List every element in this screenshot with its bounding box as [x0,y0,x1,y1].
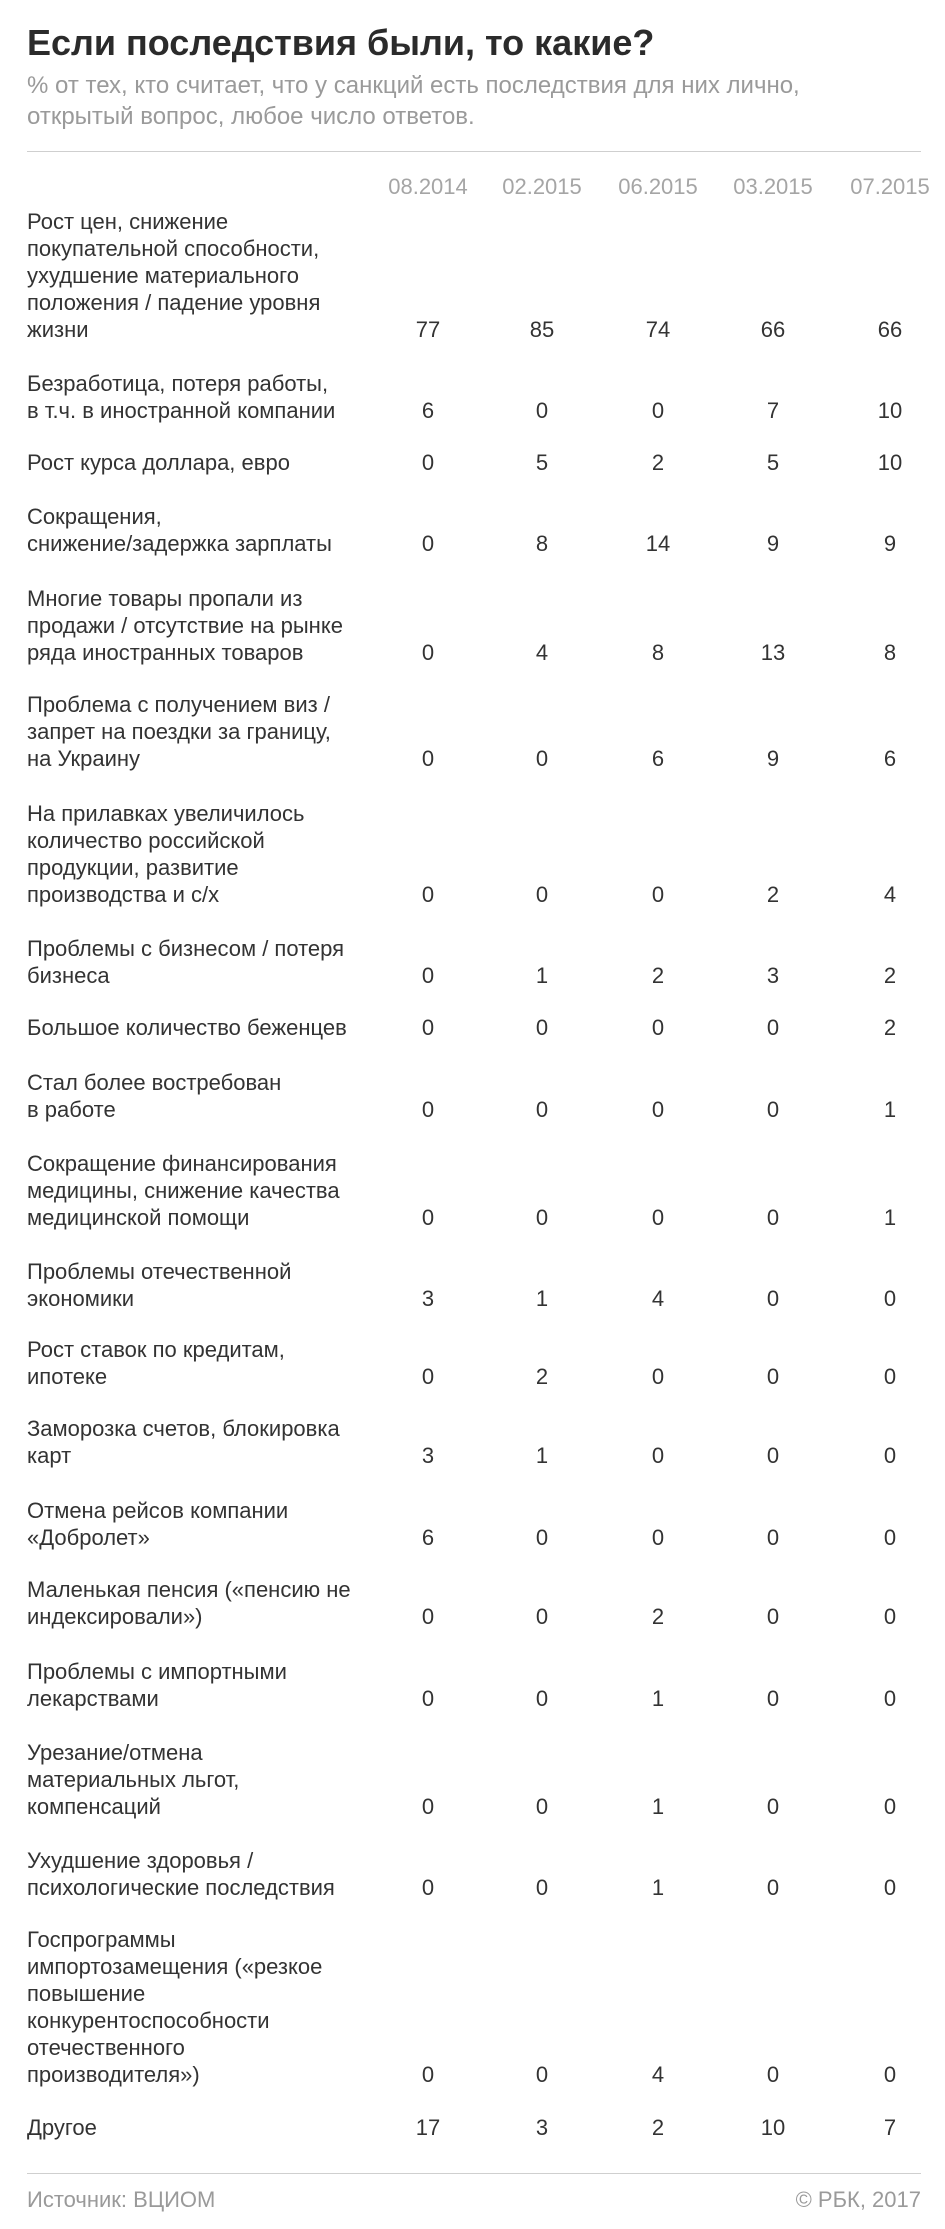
value-cell: 66 [877,317,903,342]
table-row [0,2114,945,2141]
value-cell: 0 [883,1364,897,1389]
table-row [0,503,945,557]
column-header: 03.2015 [733,174,813,199]
footer-divider [27,2173,921,2174]
value-cell: 0 [651,1015,665,1040]
value-cell: 2 [535,1364,549,1389]
row-label: Госпрограммы импортозамещения («резкое повышение конкурентоспособности отечественного производителя») [27,1927,323,2087]
value-cell: 0 [421,1686,435,1711]
row-label: Проблема с получением виз / запрет на поездки за границу, на Украину [27,692,331,771]
value-cell: 3 [421,1443,435,1468]
value-cell: 7 [883,2115,897,2140]
row-label: Заморозка счетов, блокировка карт [27,1416,340,1468]
value-cell: 1 [651,1686,665,1711]
value-cell: 2 [651,1604,665,1629]
value-cell: 0 [651,1364,665,1389]
value-cell: 0 [766,1794,780,1819]
value-cell: 6 [421,398,435,423]
value-cell: 1 [883,1097,897,1122]
value-cell: 0 [883,2062,897,2087]
value-cell: 0 [421,1364,435,1389]
value-cell: 2 [651,963,665,988]
value-cell: 0 [766,1875,780,1900]
value-cell: 0 [421,882,435,907]
value-cell: 0 [421,1794,435,1819]
value-cell: 3 [421,1286,435,1311]
value-cell: 6 [883,746,897,771]
value-cell: 0 [535,1525,549,1550]
value-cell: 0 [421,746,435,771]
column-header: 08.2014 [388,174,468,199]
value-cell: 0 [535,746,549,771]
value-cell: 2 [883,1015,897,1040]
value-cell: 0 [766,2062,780,2087]
value-cell: 0 [651,1525,665,1550]
row-label: Проблемы отечественной экономики [27,1259,292,1311]
value-cell: 0 [883,1443,897,1468]
row-label: Маленькая пенсия («пенсию не индексировали») [27,1577,351,1629]
table-row [0,1576,945,1630]
data-table [0,208,945,2141]
table-row [0,935,945,989]
value-cell: 0 [421,1015,435,1040]
table-row [0,1847,945,1901]
row-label: Рост цен, снижение покупательной способности, ухудшение материального положения / падение уровня жизни [27,209,321,342]
table-row [0,1258,945,1312]
table-row [0,1336,945,1390]
row-label: Урезание/отмена материальных льгот, компенсаций [27,1740,240,1819]
value-cell: 0 [421,1097,435,1122]
header-divider [27,151,921,152]
value-cell: 1 [535,1443,549,1468]
table-row [0,449,945,476]
value-cell: 0 [421,963,435,988]
value-cell: 1 [535,1286,549,1311]
value-cell: 8 [535,531,549,556]
row-label: Другое [27,2115,97,2140]
table-row [0,370,945,424]
table-row [0,1069,945,1123]
value-cell: 1 [651,1794,665,1819]
value-cell: 2 [651,2115,665,2140]
value-cell: 1 [651,1875,665,1900]
row-label: Безработица, потеря работы, в т.ч. в иностранной компании [27,371,336,423]
row-label: Ухудшение здоровья / психологические последствия [27,1848,335,1900]
value-cell: 74 [645,317,671,342]
row-label: Проблемы с импортными лекарствами [27,1659,287,1711]
value-cell: 85 [529,317,555,342]
value-cell: 14 [645,531,671,556]
table-row [0,1658,945,1712]
column-header: 07.2015 [850,174,930,199]
row-label: Большое количество беженцев [27,1015,347,1040]
value-cell: 3 [535,2115,549,2140]
value-cell: 0 [421,640,435,665]
value-cell: 0 [766,1686,780,1711]
value-cell: 4 [651,1286,665,1311]
value-cell: 4 [883,882,897,907]
row-label: Сокращения, снижение/задержка зарплаты [27,504,332,556]
value-cell: 0 [766,1205,780,1230]
value-cell: 1 [883,1205,897,1230]
column-header: 06.2015 [618,174,698,199]
table-row [0,1150,945,1231]
table-row [0,1926,945,2088]
chart-subtitle: % от тех, кто считает, что у санкций есть последствия для них лично, открытый вопрос, любое число ответов. [27,72,800,130]
value-cell: 0 [651,1205,665,1230]
value-cell: 0 [651,1443,665,1468]
table-row [0,208,945,343]
column-header: 02.2015 [502,174,582,199]
value-cell: 0 [766,1015,780,1040]
value-cell: 66 [760,317,786,342]
value-cell: 9 [883,531,897,556]
value-cell: 2 [651,450,665,475]
table-row [0,1739,945,1820]
value-cell: 6 [651,746,665,771]
value-cell: 6 [421,1525,435,1550]
value-cell: 5 [535,450,549,475]
value-cell: 0 [651,882,665,907]
value-cell: 0 [535,1604,549,1629]
value-cell: 0 [883,1525,897,1550]
value-cell: 2 [883,963,897,988]
value-cell: 0 [766,1604,780,1629]
value-cell: 4 [651,2062,665,2087]
table-row [0,1014,945,1041]
table-row [0,800,945,908]
value-cell: 0 [421,1205,435,1230]
table-row [0,1497,945,1551]
value-cell: 0 [535,1205,549,1230]
value-cell: 0 [535,1875,549,1900]
value-cell: 0 [421,531,435,556]
value-cell: 0 [535,398,549,423]
value-cell: 0 [535,2062,549,2087]
value-cell: 0 [651,398,665,423]
value-cell: 4 [535,640,549,665]
value-cell: 8 [883,640,897,665]
value-cell: 0 [766,1286,780,1311]
table-row [0,1415,945,1469]
value-cell: 0 [883,1286,897,1311]
row-label: Рост ставок по кредитам, ипотеке [27,1337,285,1389]
value-cell: 0 [651,1097,665,1122]
copyright-note: © РБК, 2017 [795,2187,921,2212]
value-cell: 0 [535,1015,549,1040]
value-cell: 0 [766,1443,780,1468]
value-cell: 3 [766,963,780,988]
value-cell: 0 [535,1686,549,1711]
value-cell: 5 [766,450,780,475]
value-cell: 9 [766,746,780,771]
value-cell: 0 [535,882,549,907]
value-cell: 0 [766,1364,780,1389]
value-cell: 8 [651,640,665,665]
table-row [0,585,945,666]
chart-title: Если последствия были, то какие? [27,22,655,63]
column-headers [0,170,945,204]
value-cell: 0 [766,1525,780,1550]
table-row [0,691,945,772]
value-cell: 0 [883,1686,897,1711]
value-cell: 77 [415,317,441,342]
value-cell: 2 [766,882,780,907]
value-cell: 0 [421,1604,435,1629]
row-label: На прилавках увеличилось количество российской продукции, развитие производства и с/х [27,801,305,907]
value-cell: 0 [883,1794,897,1819]
row-label: Сокращение финансирования медицины, снижение качества медицинской помощи [27,1151,340,1230]
value-cell: 13 [760,640,786,665]
value-cell: 1 [535,963,549,988]
value-cell: 0 [883,1875,897,1900]
row-label: Отмена рейсов компании «Добролет» [27,1498,289,1550]
value-cell: 10 [760,2115,786,2140]
row-label: Рост курса доллара, евро [27,450,290,475]
value-cell: 0 [766,1097,780,1122]
value-cell: 17 [415,2115,441,2140]
value-cell: 0 [421,450,435,475]
value-cell: 9 [766,531,780,556]
value-cell: 10 [877,398,903,423]
value-cell: 0 [535,1097,549,1122]
value-cell: 0 [883,1604,897,1629]
value-cell: 10 [877,450,903,475]
row-label: Стал более востребован в работе [27,1070,282,1122]
value-cell: 0 [535,1794,549,1819]
value-cell: 0 [421,1875,435,1900]
value-cell: 7 [766,398,780,423]
value-cell: 0 [421,2062,435,2087]
row-label: Многие товары пропали из продажи / отсутствие на рынке ряда иностранных товаров [27,586,343,665]
source-note: Источник: ВЦИОМ [27,2187,216,2212]
row-label: Проблемы с бизнесом / потеря бизнеса [27,936,345,988]
